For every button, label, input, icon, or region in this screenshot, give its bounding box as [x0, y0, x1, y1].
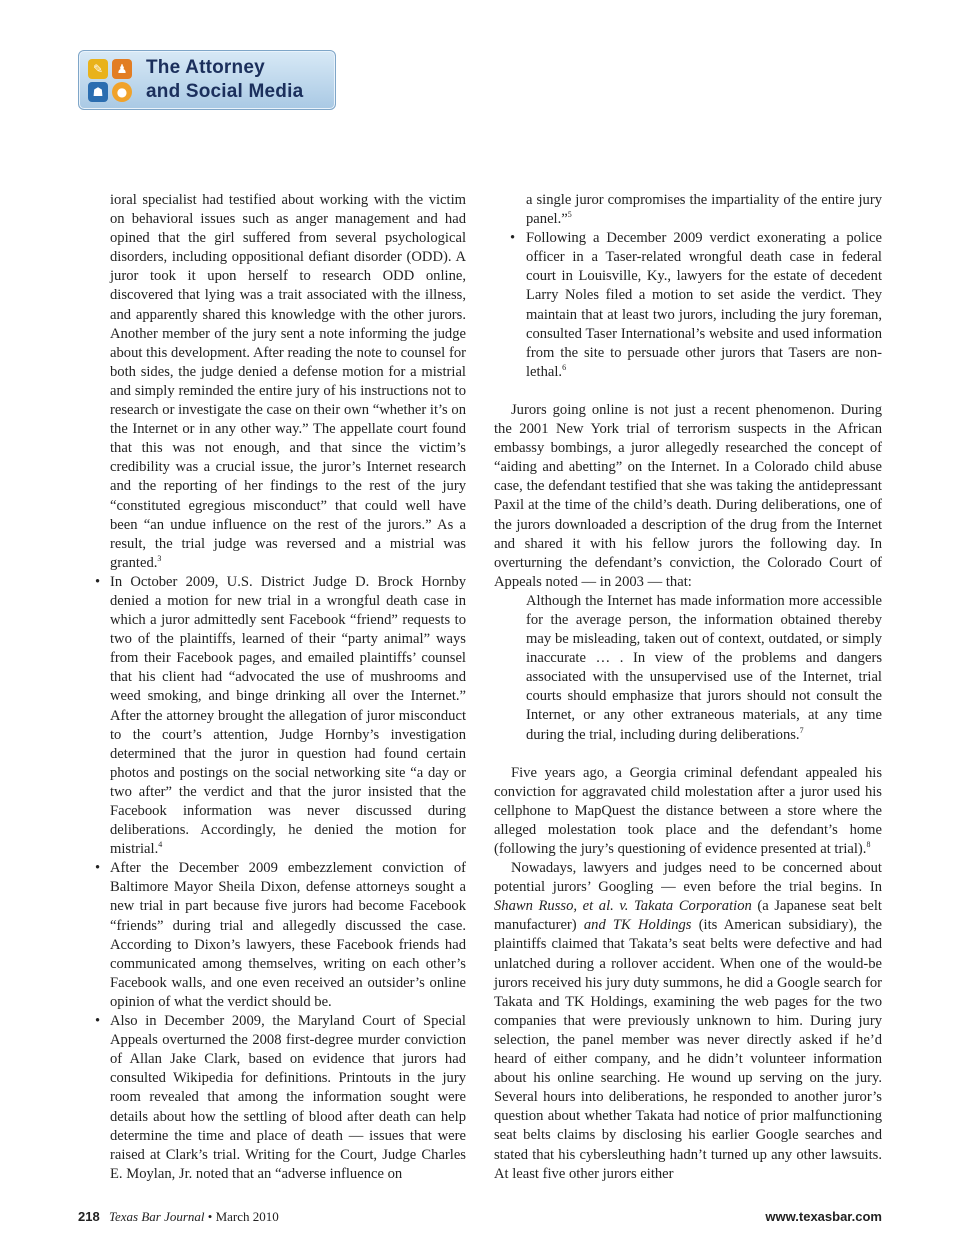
list-item: • After the December 2009 embezzlement conviction of Baltimore Mayor Sheila Dixon, defense attorneys sought a new trial in part because five jurors had become Facebook “friends” during trial and allegedly discussed the case. According to Dixon’s lawyers, these Facebook friends had communicated among themselves, writing on each other’s Facebook walls, and one even received an outsider’s online opinion of what the verdict should be.: [95, 860, 466, 1010]
footnote-ref: 8: [866, 840, 871, 849]
list-item: • Also in December 2009, the Maryland Court of Special Appeals overturned the 2008 first-degree murder conviction of Allan Jake Clark, based on evidence that jurors had consulted Wikipedia for definitions. Printouts in the jury room revealed that among the information sought were details about how the settling of blood after death can help determine the time and place of death — issues that were raised at Clark’s trial. Writing for the Court, Judge Charles E. Moylan, Jr. noted that an “adverse influence on: [95, 1013, 466, 1182]
case-bullet-list: [494, 229, 882, 382]
bullet-icon: •: [95, 573, 101, 590]
group-icon: ☗: [88, 82, 108, 102]
page-footer-left: [78, 1209, 279, 1225]
body-paragraph: Nowadays, lawyers and judges need to be concerned about potential jurors’ Googling — even before the trial begins. In Shawn Russo, et al. v. Takata Corporation (a Japanese seat belt manufacturer) and TK Holdings (its American subsidiary), the plaintiffs claimed that Takata’s seat belts were defective and had unlatched during a rollover accident. When one of the would-be jurors received his jury duty summons, he did a Google search for Takata and TK Holdings, examining the web pages for the two companies that were previously unknown to him. During jury selection, the panel member was never directly asked if he’d heard of either company, and he didn’t volunteer information about his online searching. He wound up serving on the jury. Several hours into deliberations, he responded to another juror’s question about whether Takata had notice of prior malfunctioning seat belts claims by disclosing his earlier Google searches and stated that his cybersleuthing hadn’t turned up any other lawsuits. At least five other jurors either: [494, 860, 882, 1182]
section-title: [146, 56, 331, 104]
section-badge: [78, 50, 336, 110]
note-icon: ✎: [88, 59, 108, 79]
case-bullet-list: [95, 573, 466, 1184]
website-link[interactable]: www.texasbar.com: [765, 1209, 882, 1224]
section-title-line2: and Social Media: [146, 81, 304, 102]
chat-bubble-icon: ●: [112, 82, 132, 102]
footnote-ref: 5: [567, 210, 572, 220]
bullet-icon: •: [95, 860, 101, 877]
footnote-ref: 6: [562, 362, 567, 372]
bullet-icon: •: [510, 230, 516, 247]
continued-paragraph: ioral specialist had testified about working with the victim on behavioral issues such as anger management and had opined that the girl suffered from several psychological disorders, including oppositional defiant disorder (ODD). A juror took it upon herself to research ODD online, discovered that lying was a trait associated with the illness, and apparently shared this knowledge with the other jurors. Another member of the jury sent a note informing the judge about this development. After reading the note to counsel for both sides, the judge denied a defense motion for a mistrial and simply reminded the entire jury of his instructions not to research or investigate the case on their own “whether it’s on the Internet or in any other way.” The appellate court found that this was not enough, and that since the victim’s credibility was a crucial issue, the juror’s Internet research and the reporting of her findings to the rest of the jury “constituted egregious misconduct” that could well have been “an undue influence on the rest of the jurors.” As a result, the trial judge was reversed and a mistrial was granted.$^3$: [110, 192, 466, 571]
block-quote: Although the Internet has made information more accessible for the average person, the information obtained thereby may be misleading, taken out of context, outdated, or simply inaccurate … . In view of the problems and dangers associated with the unsupervised use of the Internet, trial courts should emphasize that jurors should not consult the Internet, or any other extraneous materials, at any time during the trial, including during deliberations.$^7$: [526, 592, 882, 743]
badge-icons: [86, 57, 144, 103]
body-paragraph: Five years ago, a Georgia criminal defendant appealed his conviction for aggravated child molestation after a juror used his cellphone to MapQuest the distance between a store where the alleged molestation took place and the defendant’s home (following the jury’s questioning of evidence presented at trial).$^8$: [494, 764, 882, 857]
publication-name: Texas Bar Journal: [108, 1209, 205, 1224]
left-column: [95, 191, 466, 1184]
footnote-ref: 7: [799, 725, 804, 735]
page-number: 218: [78, 1209, 100, 1224]
footnote-ref: 4: [158, 840, 163, 850]
list-item: • In October 2009, U.S. District Judge D. Brock Hornby denied a motion for new trial in a wrongful death case in which a juror admittedly sent Facebook “friend” requests to two of the plaintiffs, learned of their “party animal” ways from their Facebook pages, and emailed plaintiffs’ counsel that his client had “advocated the use of mushrooms and weed smoking, and binge drinking all over the Internet.” After the attorney brought the allegation of juror misconduct to the court’s attention, Judge Hornby’s investigation determined that the juror in question had found certain photos and postings on the social networking site “a day or two after” the verdict and that the juror insisted that the Facebook information was never discussed during deliberations. Accordingly, he denied the motion for mistrial.$^4$: [95, 573, 466, 858]
case-name: Shawn Russo, et al. v. Takata Corporation: [494, 898, 752, 915]
continued-bullet-text: a single juror compromises the impartiality of the entire jury panel.”$^5$: [526, 192, 882, 228]
body-paragraph: Jurors going online is not just a recent phenomenon. During the 2001 New York trial of terrorism suspects in the African embassy bombings, a juror allegedly researched the concept of “aiding and abetting” on the Internet. In a Colorado child abuse case, the defendant testified that she was taking the antidepressant Paxil at the time of the child’s death. During deliberations, one of the jurors downloaded a description of the drug from the Internet and shared it with his fellow jurors the following day. In overturning the defendant’s conviction, the Colorado Court of Appeals noted — in 2003 — that:: [494, 401, 882, 590]
case-name: and TK Holdings: [583, 917, 692, 934]
section-title-line1: The Attorney: [146, 57, 265, 78]
bullet-icon: •: [95, 1013, 101, 1030]
list-item: • Following a December 2009 verdict exonerating a police officer in a Taser-related wrongful death case in federal court in Louisville, Ky., lawyers for the estate of decedent Larry Noles filed a motion to set aside the verdict. They maintain that at least two jurors, including the jury foreman, consulted Taser International’s website and used information from the site to persuade other jurors that Tasers are non-lethal.$^6$: [510, 230, 882, 380]
person-icon: ♟: [112, 59, 132, 79]
footnote-ref: 3: [157, 553, 162, 563]
footer-separator: •: [207, 1209, 213, 1224]
right-column: [494, 191, 882, 1184]
issue-date: March 2010: [215, 1209, 279, 1224]
